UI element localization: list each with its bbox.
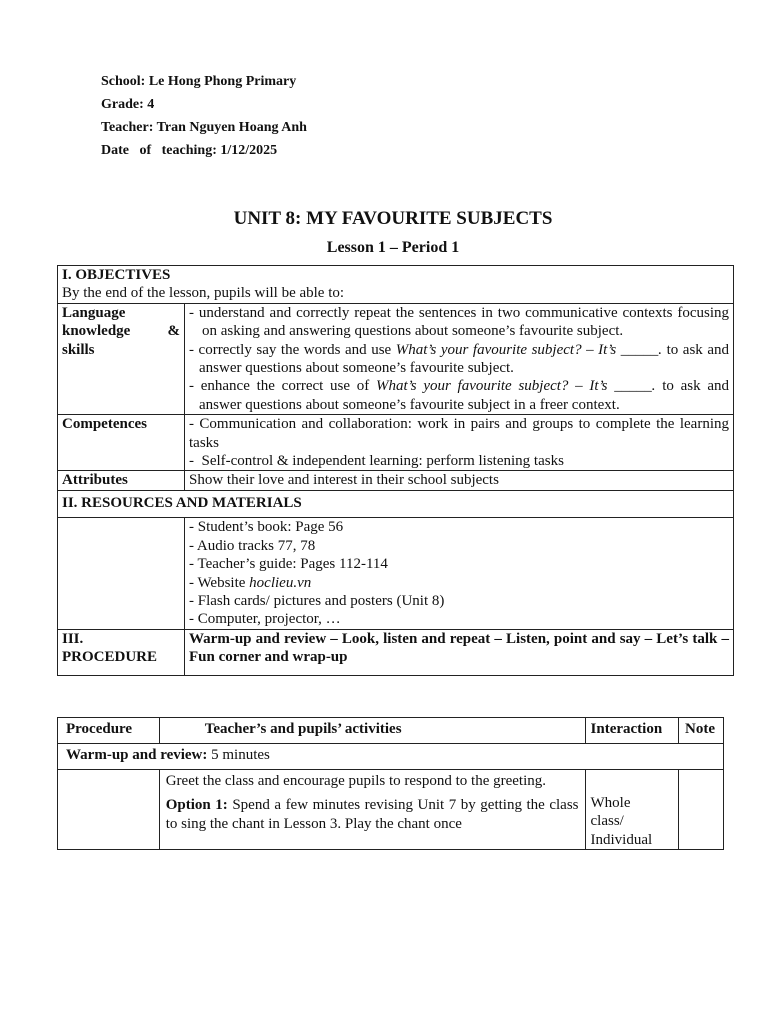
lesson-header — [101, 70, 307, 162]
competence-item: - Communication and collaboration: work in pairs and groups to complete the learning tasks — [189, 416, 729, 451]
greet-text: Greet the class and encourage pupils to respond to the greeting. — [165, 773, 547, 789]
school-line: School: Le Hong Phong Primary — [101, 74, 297, 89]
lesson-subtitle: Lesson 1 – Period 1 — [326, 239, 460, 256]
ampersand-label: & — [167, 323, 180, 340]
interaction-line: Individual — [590, 831, 653, 848]
objective-item: - correctly say the words and use What’s your favourite subject? – It’s _____. to ask and answer questions about someone’s favourite subject. — [189, 341, 729, 377]
note-cell — [679, 770, 724, 850]
date-line: Date of teaching: 1/12/2025 — [101, 143, 278, 158]
teacher-line: Teacher: Tran Nguyen Hoang Anh — [101, 120, 307, 135]
objectives-table — [57, 265, 734, 676]
competences-cell — [185, 415, 734, 471]
resources-heading: II. RESOURCES AND MATERIALS — [58, 490, 734, 517]
procedure-number: III. — [62, 630, 84, 647]
unit-title: UNIT 8: MY FAVOURITE SUBJECTS — [233, 208, 553, 229]
procedure-label-cell — [58, 629, 185, 675]
interaction-line: class/ — [590, 813, 624, 830]
interaction-line: Whole — [590, 795, 631, 811]
procedure-summary: Warm-up and review – Look, listen and repeat – Listen, point and say – Let’s talk – Fun corner and wrap-up — [185, 629, 734, 675]
knowledge-label: knowledge — [62, 323, 131, 340]
grade-line: Grade: 4 — [101, 97, 155, 112]
section-time: 5 minutes — [207, 747, 270, 763]
language-objectives-cell — [185, 303, 734, 414]
objectives-intro: By the end of the lesson, pupils will be able to: — [62, 285, 345, 302]
activities-cell — [159, 770, 585, 850]
resources-empty-cell — [58, 518, 185, 629]
activities-table — [57, 717, 724, 850]
header-activities: Teacher’s and pupils’ activities — [159, 718, 585, 744]
skills-label: skills — [62, 341, 95, 358]
resource-item: - Student’s book: Page 56 — [189, 519, 344, 536]
section-row — [58, 744, 724, 770]
resource-item: - Computer, projector, … — [189, 611, 341, 628]
header-interaction: Interaction — [585, 718, 678, 744]
attributes-label: Attributes — [58, 471, 185, 490]
resource-item: - Flash cards/ pictures and posters (Unit 8) — [189, 592, 445, 609]
interaction-cell — [585, 770, 678, 850]
objectives-heading-cell — [58, 266, 734, 304]
language-label: Language — [62, 304, 126, 321]
header-note: Note — [679, 718, 724, 744]
option-text: Option 1: Spend a few minutes revising Unit 7 by getting the class to sing the chant in Lesson 3. Play the chant once — [165, 797, 579, 832]
objective-item: - enhance the correct use of What’s your favourite subject? – It’s _____. to ask and answer questions about someone’s favourite subject in a freer context. — [189, 378, 730, 413]
objectives-heading: I. OBJECTIVES — [62, 267, 171, 283]
knowledge-label-row — [62, 322, 180, 340]
resources-list — [185, 518, 734, 629]
procedure-label: PROCEDURE — [62, 649, 158, 666]
attributes-text: Show their love and interest in their school subjects — [185, 471, 734, 490]
procedure-cell — [58, 770, 160, 850]
header-procedure: Procedure — [58, 718, 160, 744]
language-label-cell — [58, 303, 185, 414]
resource-item: - Audio tracks 77, 78 — [189, 537, 316, 554]
resource-item: - Website hoclieu.vn — [189, 574, 312, 591]
objective-item: - understand and correctly repeat the sentences in two communicative contexts focusing on asking and answering questions about someone’s favourite subject. — [189, 304, 729, 340]
competence-item: - Self-control & independent learning: perform listening tasks — [189, 453, 564, 470]
resource-item: - Teacher’s guide: Pages 112-114 — [189, 556, 388, 573]
section-label: Warm-up and review: — [66, 747, 208, 763]
competences-label: Competences — [58, 415, 185, 471]
